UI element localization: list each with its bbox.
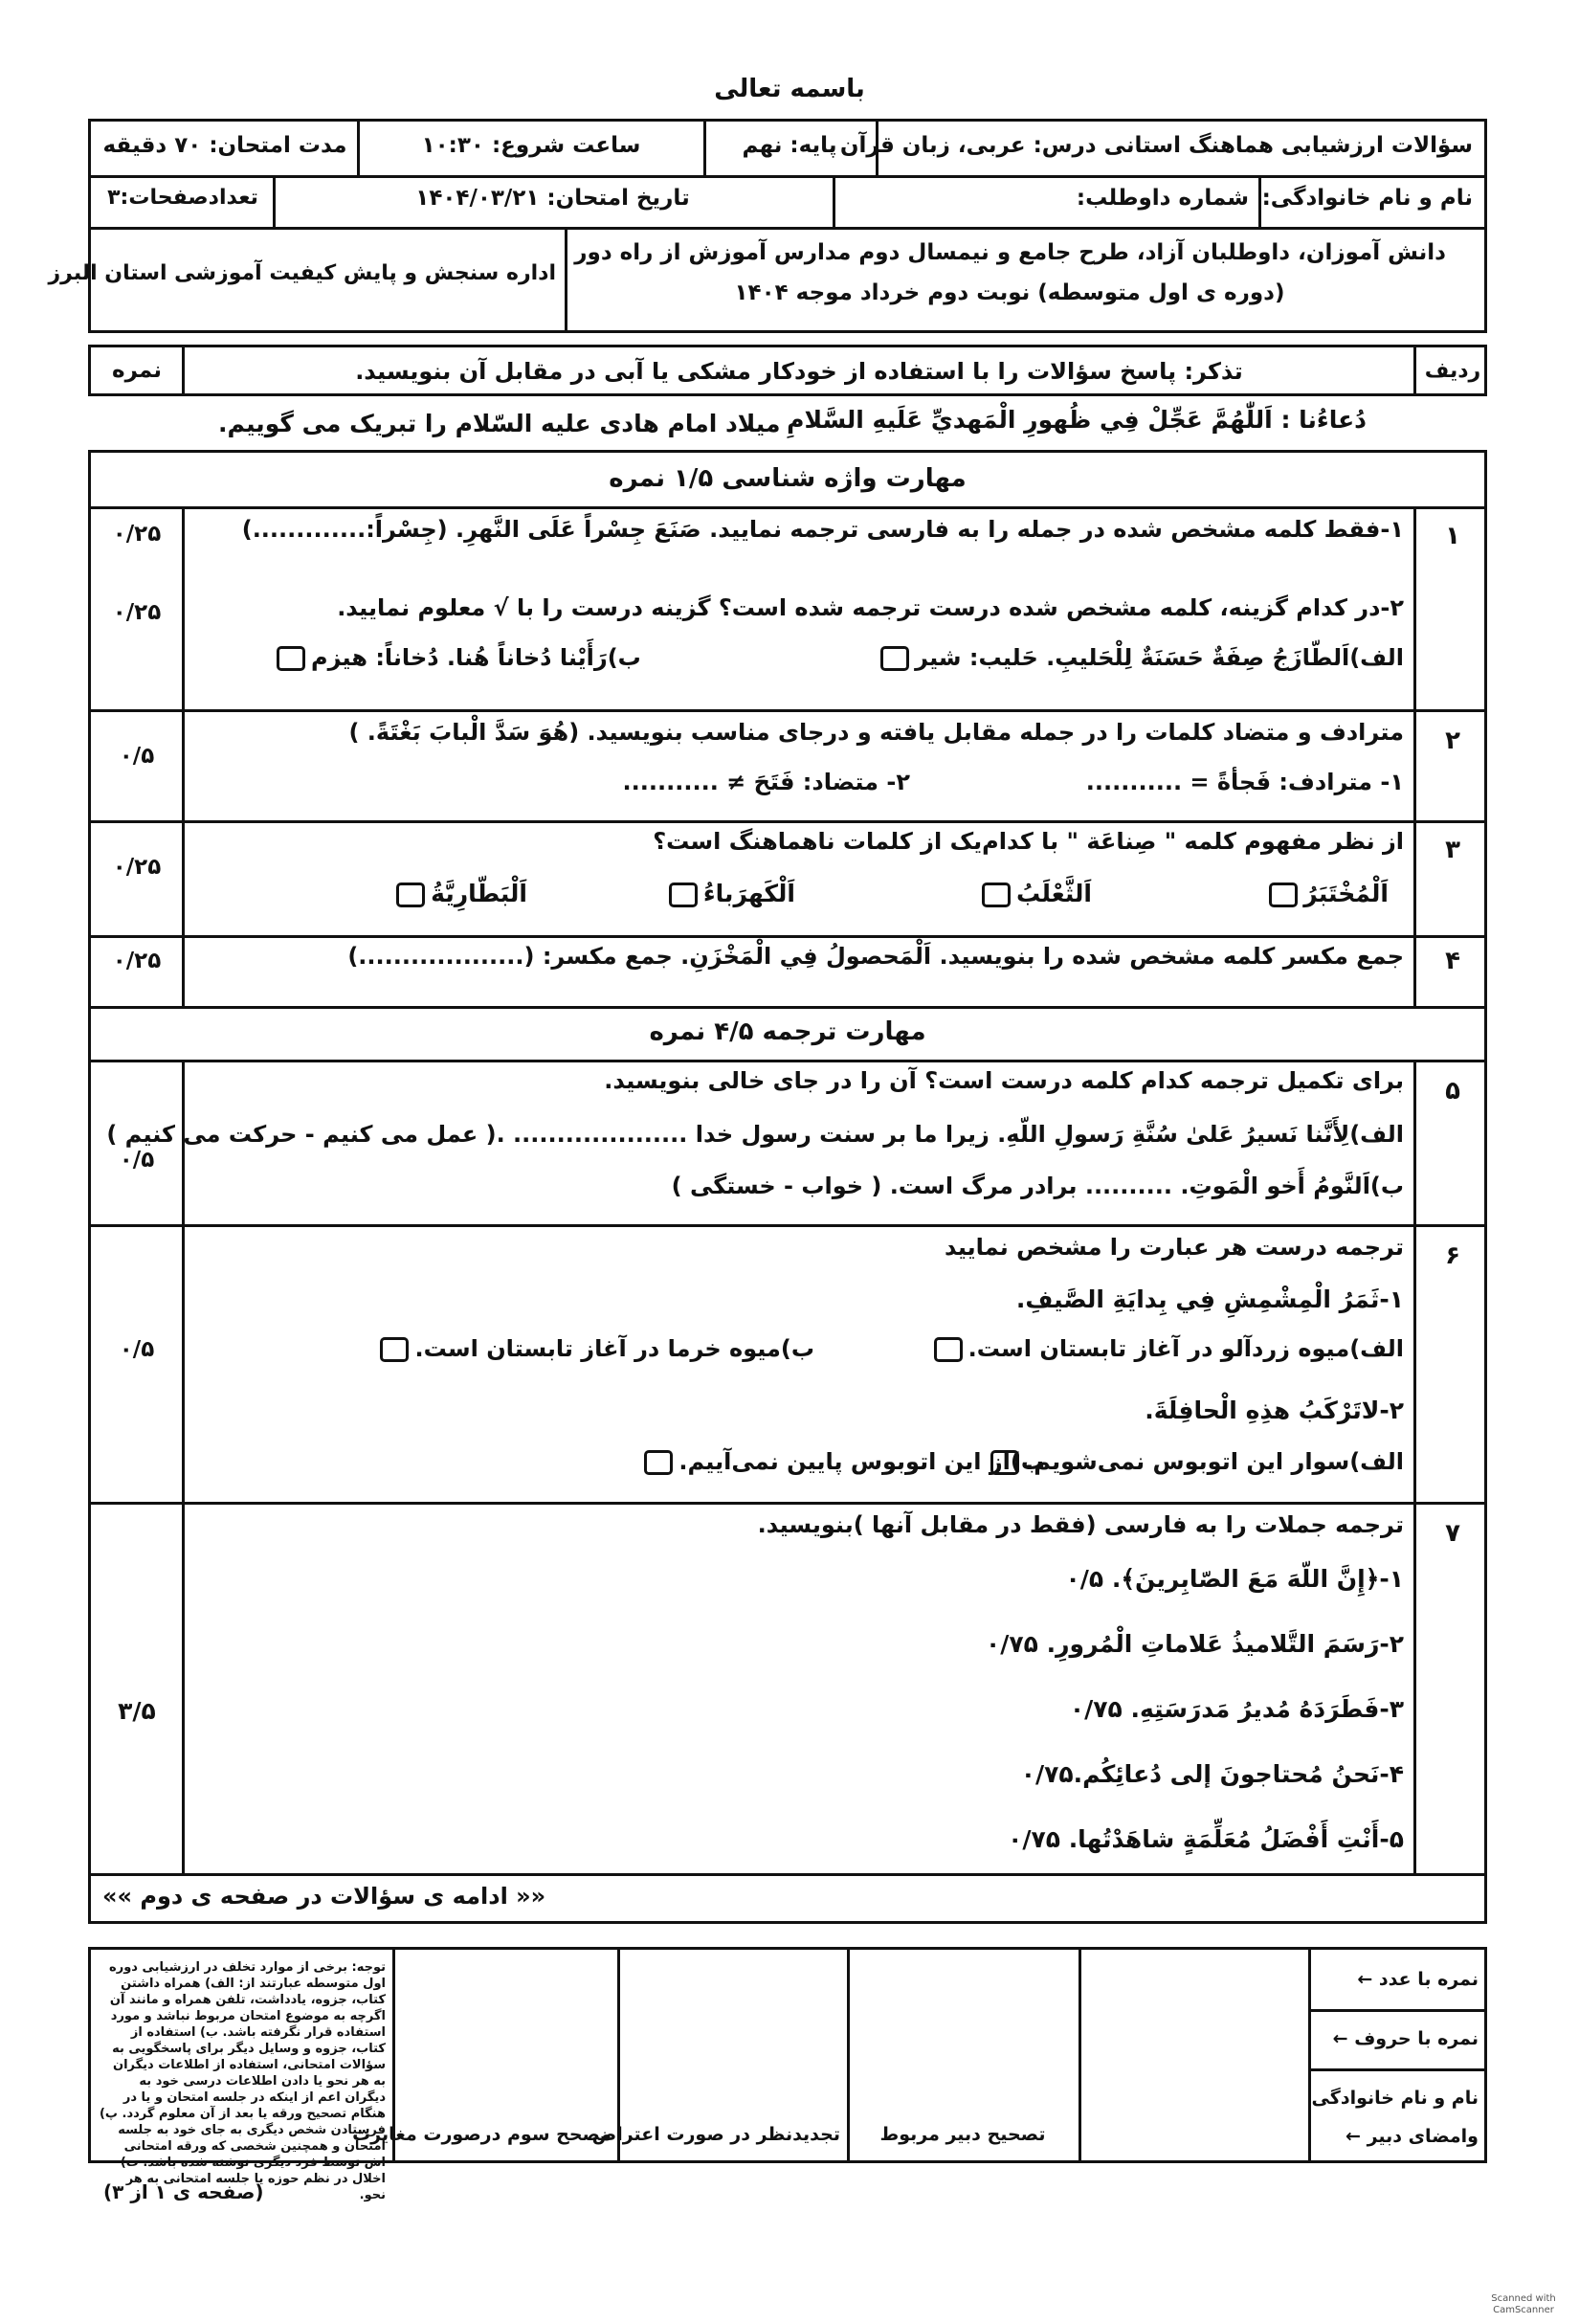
q1-option-b[interactable] <box>271 644 641 671</box>
notice-row <box>88 345 1487 396</box>
teacher-sign-label: وامضای دبیر ← <box>1345 2126 1479 2147</box>
q3-option-3-text: اَلْكَهرَباءُ <box>702 880 795 907</box>
violation-note: توجه: برخی از موارد تخلف در ارزشیابی دوره اول متوسطه عبارتند از: الف) همراه داشتن کتاب، جزوه، یادداشت، تلفن همراه و مانند آن اگرچه به موضوع امتحان مربوط نباشد و مورد استفاده قرار نگرفته باشد. ب) استفاده از کتاب، جزوه و وسایل دیگر برای پاسخگویی به سؤالات امتحانی، استفاده از اطلاعات دیگران به هر نحو یا دادن اطلاعات درسی خود به دیگران اعم از اینکه در جلسه امتحان و یا در هنگام تصحیح ورقه یا بعد از آن معلوم گردد. پ) فرستادن شخص دیگری به جای خود به جلسه امتحان و همچنین شخصی که ورقه امتحانی اش توسط فرد دیگری نوشته شده باشد. ت) اخلال در نظم حوزه یا جلسه امتحانی به هر نحو. <box>99 1960 386 2202</box>
q7-number: ۷ <box>1445 1519 1460 1548</box>
q2-number: ۲ <box>1445 726 1460 755</box>
third-corrector-label: مصحح سوم درصورت مغایرت <box>352 2124 612 2145</box>
q6-s1-option-a-text: الف)میوه زردآلو در آغاز تابستان است. <box>967 1335 1404 1362</box>
q1-part1: ۱-فقط کلمه مشخص شده در جمله را به فارسی ترجمه نمایید. صَنَعَ جِسْراً عَلَى النَّهرِ. (جِسْراً:.............) <box>241 516 1404 543</box>
q6-s2-option-b[interactable] <box>638 1448 1044 1475</box>
teacher-name-label: نام و نام خانوادگی <box>1311 2088 1479 2109</box>
q1-score2: ۰/۲۵ <box>112 600 162 625</box>
score-words-label: نمره با حروف ← <box>1332 2028 1479 2049</box>
q5-item-a[interactable]: الف)لِأَنَّنا نَسيرُ عَلىٰ سُنَّةِ رَسولِ اللّهِ. زیرا ما بر سنت رسول خدا .................... .( عمل می کنیم - حرکت می کنیم ) <box>106 1121 1404 1148</box>
scanner-watermark: Scanned with CamScanner <box>1491 2293 1556 2315</box>
q1-option-a[interactable] <box>875 644 1404 671</box>
audience-line-1: دانش آموزان، داوطلبان آزاد، طرح جامع و نیمسال دوم مدارس آموزش از راه دور <box>574 240 1446 265</box>
q1-score1: ۰/۲۵ <box>112 522 162 547</box>
student-name-field[interactable]: نام و نام خانوادگی: <box>1261 186 1473 211</box>
q4-text[interactable]: جمع مکسر کلمه مشخص شده را بنویسید. اَلْمَحصولُ فِي الْمَخْزَنِ. جمع مکسر: (...................) <box>347 943 1404 970</box>
q1-option-a-checkbox[interactable] <box>880 646 909 671</box>
score-label: نمره <box>112 358 162 383</box>
q6-number: ۶ <box>1445 1241 1460 1270</box>
q2-synonym[interactable]: ۱- مترادف: فَجأةً = ........... <box>1085 769 1404 795</box>
q4-score: ۰/۲۵ <box>112 949 162 973</box>
q6-score: ۰/۵ <box>119 1337 155 1362</box>
q1-option-b-text: ب)رَأَيْنا دُخاناً هُنا. دُخاناً: هيزم <box>311 644 641 671</box>
row-label: ردیف <box>1424 359 1481 383</box>
q3-option-1-checkbox[interactable] <box>1269 883 1298 907</box>
q6-s2-option-b-text: ب)از این اتوبوس پایین نمی‌آییم. <box>678 1448 1044 1475</box>
q3-option-4-text: اَلْبَطّارِيَّةُ <box>431 880 527 907</box>
review-label: تجدیدنظر در صورت اعتراض <box>591 2124 840 2145</box>
start-time: ساعت شروع: ۱۰:۳۰ <box>421 133 641 158</box>
exam-title: سؤالات ارزشیابی هماهنگ استانی درس: عربی، زبان قرآن <box>839 133 1473 158</box>
notice-text: تذکر: پاسخ سؤالات را با استفاده از خودکار مشکی یا آبی در مقابل آن بنویسید. <box>355 358 1243 385</box>
q7-text: ترجمه جملات را به فارسی (فقط در مقابل آنها )بنویسید. <box>757 1511 1404 1538</box>
q3-option-4[interactable] <box>390 880 527 907</box>
q7-score: ۳/۵ <box>118 1697 156 1725</box>
q7-item-1[interactable]: ۱-﴿إِنَّ اللّهَ مَعَ الصّابِرينَ﴾. ۰/۵ <box>1065 1565 1404 1593</box>
q6-s1-option-a[interactable] <box>928 1335 1404 1362</box>
q3-score: ۰/۲۵ <box>112 855 162 880</box>
q3-option-2-text: اَلثَّعْلَبُ <box>1016 880 1092 907</box>
header-box <box>48 119 1487 333</box>
q6-s1-option-b-text: ب)میوه خرما در آغاز تابستان است. <box>414 1335 814 1362</box>
q6-s2-option-a-text: الف)سوار این اتوبوس نمی‌شویم. <box>1025 1448 1404 1475</box>
q6-text: ترجمه درست هر عبارت را مشخص نمایید <box>944 1234 1404 1261</box>
exam-date: تاریخ امتحان: ۱۴۰۴/۰۳/۲۱ <box>415 186 690 211</box>
q3-option-2-checkbox[interactable] <box>982 883 1011 907</box>
q6-s2-option-a[interactable] <box>985 1448 1404 1475</box>
q7-item-2[interactable]: ۲-رَسَمَ التَّلاميذُ عَلاماتِ الْمُرورِ. ۰/۷۵ <box>986 1630 1404 1658</box>
q6-s1-option-b-checkbox[interactable] <box>380 1337 409 1362</box>
audience-line-2: (دوره ی اول متوسطه) نوبت دوم خرداد موجه ۱۴۰۴ <box>734 280 1285 305</box>
exam-duration: مدت امتحان: ۷۰ دقیقه <box>102 133 347 158</box>
q5-item-b[interactable]: ب)اَلنَّومُ أَخو الْمَوتِ. .......... برادر مرگ است. ( خواب - خستگی ) <box>671 1173 1404 1199</box>
q3-option-3[interactable] <box>663 880 795 907</box>
q2-antonym[interactable]: ۲- متضاد: فَتَحَ ≠ ........... <box>622 769 910 795</box>
page-number: (صفحه ی ۱ از ۳) <box>103 2180 264 2203</box>
office-name: اداره سنجش و پایش کیفیت آموزشی استان البرز <box>48 261 556 285</box>
continue-note: «« ادامه ی سؤالات در صفحه ی دوم »» <box>102 1883 546 1910</box>
q3-option-1[interactable] <box>1263 880 1389 907</box>
page-title: باسمه تعالی <box>714 75 865 103</box>
q5-number: ۵ <box>1445 1077 1460 1106</box>
q3-number: ۳ <box>1445 836 1460 864</box>
q1-option-b-checkbox[interactable] <box>277 646 305 671</box>
q3-option-4-checkbox[interactable] <box>396 883 425 907</box>
q7-item-5[interactable]: ۵-أَنْتِ أَفْضَلُ مُعَلِّمَةٍ شاهَدْتُها. ۰/۷۵ <box>1008 1825 1404 1853</box>
q4-number: ۴ <box>1445 947 1460 975</box>
q2-text: مترادف و متضاد کلمات را در جمله مقابل یافته و درجای مناسب بنویسید. (هُوَ سَدَّ الْبابَ بَغْتَةً. ) <box>348 719 1404 746</box>
q1-part2: ۲-در کدام گزینه، کلمه مشخص شده درست ترجمه شده است؟ گزینه درست را با √ معلوم نمایید. <box>337 594 1404 621</box>
score-digits-label: نمره با عدد ← <box>1357 1969 1479 1990</box>
q7-item-3[interactable]: ۳-فَطَرَدَهُ مُديرُ مَدرَسَتِهِ. ۰/۷۵ <box>1069 1695 1404 1723</box>
questions-table <box>88 450 1487 1924</box>
q6-s2-option-b-checkbox[interactable] <box>644 1450 673 1475</box>
section-translation-title: مهارت ترجمه ۴/۵ نمره <box>649 1017 926 1046</box>
q6-s1-option-b[interactable] <box>374 1335 814 1362</box>
prayer-text: دُعاءُنا : اَللّٰهُمَّ عَجِّلْ فِي ظُهورِ الْمَهديِّ عَلَيهِ السَّلامِ <box>787 406 1367 434</box>
q3-text: از نظر مفهوم کلمه " صِناعَة " با کدام‌یک از کلمات ناهماهنگ است؟ <box>653 828 1404 855</box>
q3-option-1-text: اَلْمُخْتَبَرُ <box>1303 880 1389 907</box>
grade: پایه: نهم <box>742 133 837 158</box>
q3-option-2[interactable] <box>976 880 1092 907</box>
q2-score: ۰/۵ <box>119 744 155 769</box>
q3-option-3-checkbox[interactable] <box>669 883 698 907</box>
page-count: تعدادصفحات:۳ <box>107 186 258 210</box>
section-vocab-title: مهارت واژه شناسی ۱/۵ نمره <box>609 464 967 493</box>
q6-sentence-2: ۲-لاتَرْكَبُ هذِهِ الْحافِلَةَ. <box>1145 1397 1404 1424</box>
congrats-text: میلاد امام هادی علیه السّلام را تبریک می گوییم. <box>218 410 781 437</box>
q6-s1-option-a-checkbox[interactable] <box>934 1337 963 1362</box>
q1-number: ۱ <box>1445 522 1460 550</box>
q6-sentence-1: ۱-ثَمَرُ الْمِشْمِشِ فِي بِدايَةِ الصَّيفِ. <box>1015 1285 1404 1313</box>
q5-text: برای تکمیل ترجمه کدام کلمه درست است؟ آن را در جای خالی بنویسید. <box>604 1067 1404 1094</box>
candidate-number-field[interactable]: شماره داوطلب: <box>1076 186 1249 211</box>
q5-score: ۰/۵ <box>119 1148 155 1173</box>
teacher-correction-label: تصحیح دبیر مربوط <box>879 2124 1046 2145</box>
q1-option-a-text: الف)اَلطّازَجُ صِفَةٌ حَسَنَةٌ لِلْحَليبِ. حَليب: شير <box>915 644 1404 671</box>
q7-item-4[interactable]: ۴-نَحنُ مُحتاجونَ إلى دُعائِكُم.۰/۷۵ <box>1020 1760 1404 1788</box>
